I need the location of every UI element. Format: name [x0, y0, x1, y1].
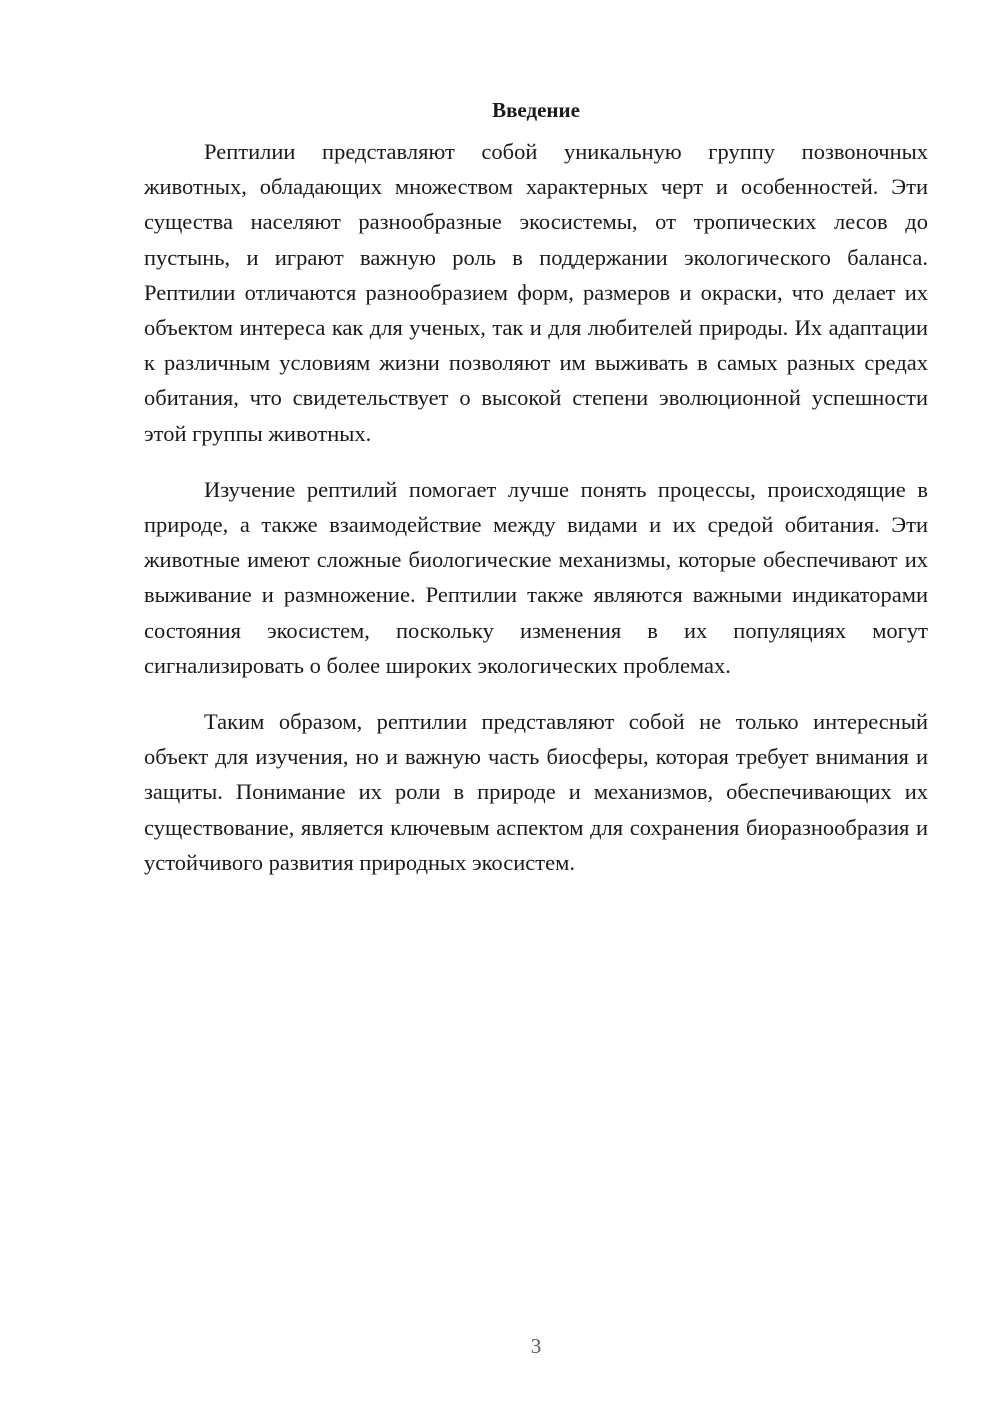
- page-number: 3: [530, 1334, 542, 1358]
- paragraph-2: Изучение рептилий помогает лучше понять процессы, происходящие в природе, а также взаимодействие между видами и их средой обитания. Эти животные имеют сложные биологические механизмы, которые обеспечивают их выживание и размножение. Рептилии также являются важными индикаторами состояния экосистем, поскольку изменения в их популяциях могут сигнализировать о более широких экологических проблемах.: [144, 476, 928, 678]
- paragraph-1: Рептилии представляют собой уникальную группу позвоночных животных, обладающих множеством характерных черт и особенностей. Эти существа населяют разнообразные экосистемы, от тропических лесов до пустынь, и играют важную роль в поддержании экологического баланса. Рептилии отличаются разнообразием форм, размеров и окраски, что делает их объектом интереса как для ученых, так и для любителей природы. Их адаптации к различным условиям жизни позволяют им выживать в самых разных средах обитания, что свидетельствует о высокой степени эволюционной успешности этой группы животных.: [144, 139, 928, 446]
- section-heading: Введение: [492, 98, 580, 122]
- paragraph-3: Таким образом, рептилии представляют собой не только интересный объект для изучения, но и важную часть биосферы, которая требует внимания и защиты. Понимание их роли в природе и механизмов, обеспечивающих их существование, является ключевым аспектом для сохранения биоразнообразия и устойчивого развития природных экосистем.: [144, 709, 928, 875]
- page-content: [144, 96, 928, 901]
